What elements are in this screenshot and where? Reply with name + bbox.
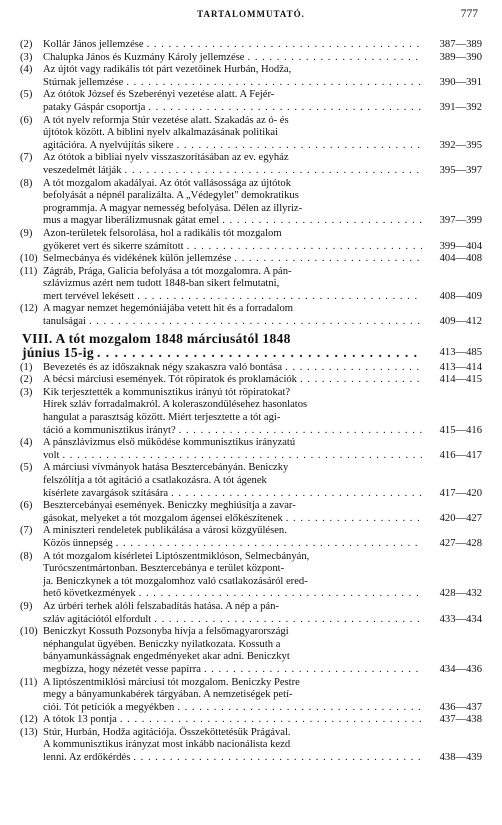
entry-line-text: hető következmények [43,588,136,600]
entry-line [43,563,422,576]
entry-line [43,551,422,564]
toc-entry [20,727,482,765]
entry-line [43,152,422,165]
entry-line-text: Selmecbánya és vidékének külön jellemzése [43,253,232,265]
page-range: 416—417 [439,449,482,461]
entry-line-text: A tót mozgalom akadályai. Az ótót vallásossága az újtótok [43,177,292,189]
page-range: 438—439 [439,752,482,764]
entry-number: (5) [20,462,33,474]
entry-line [43,488,422,501]
entry-line [43,651,422,664]
entry-line [43,425,422,438]
entry-number: (8) [20,177,33,189]
entry-line-text: Az úrbéri terhek alóli felszabadítás hatása. A nép a pán- [43,600,279,612]
entry-line [43,127,422,140]
entry-line [43,228,422,241]
section-heading [20,332,482,360]
entry-number: (2) [20,374,33,386]
entry-line-text: A tót mozgalom kísérletei Liptószentmiklóson, Selmecbányán, [43,550,310,562]
entry-line [43,89,422,102]
entry-line-text: A tót nyelv reformja Stúr vezetése alatt. Szakadás az ó- és [43,114,289,126]
dot-leader [133,752,422,765]
toc-entry [20,551,482,601]
dot-leader [285,362,422,375]
dot-leader [171,488,422,501]
dot-leader [147,39,422,52]
entry-line [43,450,422,463]
entry-number: (4) [20,64,33,76]
entry-number: (8) [20,550,33,562]
entry-text [43,228,422,253]
entry-line-text: Beniczkyt Kossuth Pozsonyba hívja a felsőmagyarországi [43,626,289,638]
entry-line [43,739,422,752]
toc-entry [20,374,482,387]
toc-entry [20,115,482,153]
page-range: 389—390 [439,51,482,63]
toc-entry [20,714,482,727]
entry-line-text: Az ótótok a bibliai nyelv visszaszorításában az ev. egyház [43,152,289,164]
entry-line [43,64,422,77]
entry-line-text: veszedelmét látják [43,164,122,176]
toc-entry [20,89,482,114]
entry-text [43,551,422,601]
page-range: 404—408 [439,253,482,265]
entry-text [20,332,422,360]
entry-number: (3) [20,386,33,398]
entry-text [43,601,422,626]
page-range: 392—395 [439,139,482,151]
dot-leader [120,714,422,727]
entry-line [43,190,422,203]
entry-line [22,332,422,346]
entry-number: (9) [20,227,33,239]
entry-text [43,253,422,266]
page-header [0,8,502,24]
entry-line-text: A pánszlávizmus első működése kommunisztikus irányzatú [43,437,296,449]
page-range: 395—397 [439,164,482,176]
entry-line [43,140,422,153]
dot-leader [177,702,422,715]
dot-leader [204,664,422,677]
entry-line-text: A tótok 13 pontja [43,714,117,726]
page-range: 417—420 [439,487,482,499]
page-number: 777 [460,8,478,20]
page-range: 391—392 [439,101,482,113]
entry-text [43,626,422,676]
page-range: 433—434 [439,613,482,625]
toc-entry [20,525,482,550]
entry-line [43,52,422,65]
entry-number: (12) [20,714,38,726]
entry-line [43,115,422,128]
entry-line [43,203,422,216]
dot-leader [62,450,422,463]
entry-line-text: A magyar nemzet hegemóniájába vetett hit és a forradalom [43,303,294,315]
entry-line-text: megy a bányamunkabérek tárgyában. A nemzetiségek petí- [43,689,293,701]
entry-number: (6) [20,500,33,512]
entry-line [43,576,422,589]
entry-line [43,266,422,279]
entry-text [43,374,422,387]
page-range: 436—437 [439,701,482,713]
page-range: 409—412 [439,316,482,328]
entry-line-text: gásokat, melyeket a tót mozgalom ágensei előkészítenek [43,512,283,524]
toc-entry [20,387,482,437]
entry-line-text: A bécsi márciusi események. Tót röpiratok és proklamációk [43,374,297,386]
entry-text [43,437,422,462]
entry-line-text: befolyását a népnél paralizálta. A „Védegylet" demokratikus [43,190,299,202]
entry-line [43,437,422,450]
entry-line-text: ja. Beniczkynek a tót mozgalomhoz való csatlakozásáról ered- [43,575,308,587]
entry-line [43,639,422,652]
entry-line [43,664,422,677]
entry-line [43,165,422,178]
entry-number: (12) [20,303,38,315]
entry-number: (11) [20,265,38,277]
entry-line [43,178,422,191]
entry-line-text: VIII. A tót mozgalom 1848 márciusától 1848 [22,330,291,346]
entry-line [43,500,422,513]
entry-line [43,714,422,727]
entry-text [43,178,422,228]
toc-entry [20,601,482,626]
entry-line-text: lenni. Az erdőkérdés [43,752,131,764]
page-range: 415—416 [439,424,482,436]
entry-line-text: A márciusi vívmányok hatása Besztercebányán. Beniczky [43,462,289,474]
toc-entry [20,362,482,375]
entry-text [43,89,422,114]
entry-line-text: pataky Gáspár csoportja [43,101,146,113]
table-of-contents [20,39,482,765]
entry-line-text: Az ótótok József és Szeberényi vezetése alatt. A Fejér- [43,89,275,101]
entry-number: (7) [20,152,33,164]
entry-line [43,588,422,601]
toc-entry [20,52,482,65]
entry-line [43,291,422,304]
entry-number: (9) [20,600,33,612]
entry-line [43,538,422,551]
entry-text [43,115,422,153]
entry-line-text: Stúr, Hurbán, Hodža agitációja. Összeköttetésük Prágával. [43,726,291,738]
entry-line [43,513,422,526]
dot-leader [286,513,422,526]
dot-leader [248,52,422,65]
entry-line-text: ciói. Tót petíciók a megyékben [43,701,175,713]
entry-number: (2) [20,39,33,50]
page-range: 413—485 [439,347,482,359]
dot-leader [126,77,422,90]
entry-line [43,374,422,387]
dot-leader [137,291,422,304]
entry-line [43,462,422,475]
dot-leader [177,140,422,153]
entry-line [43,362,422,375]
entry-text [43,500,422,525]
entry-line-text: felszólítja a tót agitáció a csatlakozásra. A tót ágenek [43,475,267,486]
entry-line-text: gyökeret vert és sikerre számított [43,240,184,252]
dot-leader [125,165,422,178]
entry-line [43,316,422,329]
entry-text [43,727,422,765]
entry-line-text: A liptószentmiklósi márciusi tót mozgalom. Beniczky Pestre [43,676,300,688]
entry-line-text: Bevezetés és az időszaknak négy szakaszra való bontása [43,361,283,373]
entry-number: (10) [20,626,38,638]
entry-line-text: volt [43,449,60,461]
entry-line-text: tanulságai [43,316,86,328]
entry-line [43,77,422,90]
entry-text [43,52,422,65]
page-range: 413—414 [439,361,482,373]
toc-entry [20,500,482,525]
entry-line-text: megbízza, hogy nézetét vesse papírra [43,663,201,675]
entry-number: (5) [20,89,33,101]
entry-line-text: Stúrnak jellemzése [43,76,124,88]
entry-line-text: Az újtót vagy radikális tót párt vezetőinek Hurbán, Hodža, [43,64,292,76]
toc-entry [20,626,482,676]
entry-line-text: szláv agitációtól elfordult [43,613,152,625]
toc-entry [20,64,482,89]
entry-line [43,215,422,228]
entry-line-text: Kik terjesztették a kommunisztikus irányú tót röpiratokat? [43,386,291,398]
entry-line-text: szlávizmus azért nem tudott 1848-ban sikert felmutatni, [43,278,280,290]
entry-line-text: táció a kommunisztikus irányt? [43,424,176,436]
entry-number: (6) [20,114,33,126]
entry-line [43,387,422,400]
entry-line-text: mert tervével lekésett [43,290,135,302]
dot-leader [179,425,422,438]
entry-line [43,677,422,690]
entry-line-text: agitációra. A nyelvújítás sikere [43,139,174,151]
toc-entry [20,266,482,304]
entry-line [43,39,422,52]
page-range: 434—436 [439,663,482,675]
entry-text [43,525,422,550]
entry-line [43,102,422,115]
entry-text [43,387,422,437]
entry-number: (1) [20,361,33,373]
entry-line [43,475,422,488]
entry-line-text: Turócszentmártonban. Besztercebánya e terület központ- [43,563,285,575]
entry-line [43,689,422,702]
entry-text [43,266,422,304]
entry-line-text: június 15-ig [22,344,94,360]
entry-line [43,253,422,266]
entry-line-text: kísérlete zavargások szítására [43,487,169,499]
entry-text [43,64,422,89]
entry-line [43,727,422,740]
entry-line [43,303,422,316]
entry-number: (4) [20,437,33,449]
entry-text [43,462,422,500]
entry-line-text: mus a magyar liberálizmusnak gátat emel [43,215,220,227]
page-range: 437—438 [439,714,482,726]
running-title: TARTALOMMUTATÓ. [197,9,305,19]
dot-leader [234,253,422,266]
page-range: 399—404 [439,240,482,252]
entry-text [43,714,422,727]
entry-line [43,614,422,627]
toc-entry [20,437,482,462]
page-range: 420—427 [439,512,482,524]
entry-line [43,399,422,412]
entry-number: (13) [20,726,38,738]
entry-line [43,412,422,425]
page-range: 414—415 [439,374,482,386]
toc-entry [20,253,482,266]
entry-number: (10) [20,253,38,265]
entry-line-text: újtótok között. A biblini nyelv alkalmazásának politikai [43,127,279,139]
toc-entry [20,228,482,253]
entry-line-text: A kommunisztikus irányzat most inkább nacionálista kezd [43,739,291,751]
dot-leader [148,102,422,115]
dot-leader [300,374,422,387]
entry-number: (7) [20,525,33,537]
dot-leader [222,215,422,228]
page-range: 397—399 [439,215,482,227]
entry-line-text: Hírek szláv forradalmakról. A koleraszondülésehez hasonlatos [43,399,308,411]
entry-line-text: A miniszteri rendeletek publikálása a városi közgyűlésen. [43,525,287,537]
dot-leader [154,614,422,627]
entry-line [43,752,422,765]
page-range: 387—389 [439,39,482,50]
entry-line [43,626,422,639]
entry-text [43,39,422,52]
entry-line-text: Kollár János jellemzése [43,39,144,50]
entry-line [43,702,422,715]
entry-line-text: Azon-területek felsorolása, hol a radikális tót mozgalom [43,227,282,239]
entry-text [43,362,422,375]
toc-entry [20,39,482,52]
entry-line-text: néphangulat ügyében. Beniczky nyilatkozata. Kossuth a [43,638,281,650]
entry-line-text: programmja. A magyar nemesség befolyása. Délen az illyriz- [43,202,303,214]
entry-text [43,677,422,715]
dot-leader [116,538,422,551]
dot-leader [97,346,422,360]
entry-number: (11) [20,676,38,688]
toc-entry [20,462,482,500]
entry-text [43,303,422,328]
entry-line-text: Besztercebányai események. Beniczky meghiúsítja a zavar- [43,500,296,512]
entry-line-text: bányamunkásságnak engedményeket akar adni. Beniczkyt [43,651,290,663]
toc-entry [20,303,482,328]
page-range: 390—391 [439,76,482,88]
page-range: 408—409 [439,290,482,302]
dot-leader [139,588,422,601]
toc-entry [20,152,482,177]
entry-text [43,152,422,177]
entry-line-text: Chalupka János és Kuzmány Károly jellemzése [43,51,245,63]
dot-leader [187,241,422,254]
entry-line [43,241,422,254]
entry-line-text: hangulat a parasztság között. Miért terjesztette a tót agi- [43,412,281,424]
toc-entry [20,178,482,228]
entry-line-text: Zágráb, Prága, Galicia befolyása a tót mozgalomra. A pán- [43,265,292,277]
dot-leader [89,316,422,329]
entry-line [43,278,422,291]
entry-line [22,346,422,360]
entry-line [43,525,422,538]
toc-entry [20,677,482,715]
page-range: 428—432 [439,588,482,600]
entry-number: (3) [20,51,33,63]
entry-line-text: Közös ünnepség [43,537,113,549]
entry-line [43,601,422,614]
page-range: 427—428 [439,537,482,549]
